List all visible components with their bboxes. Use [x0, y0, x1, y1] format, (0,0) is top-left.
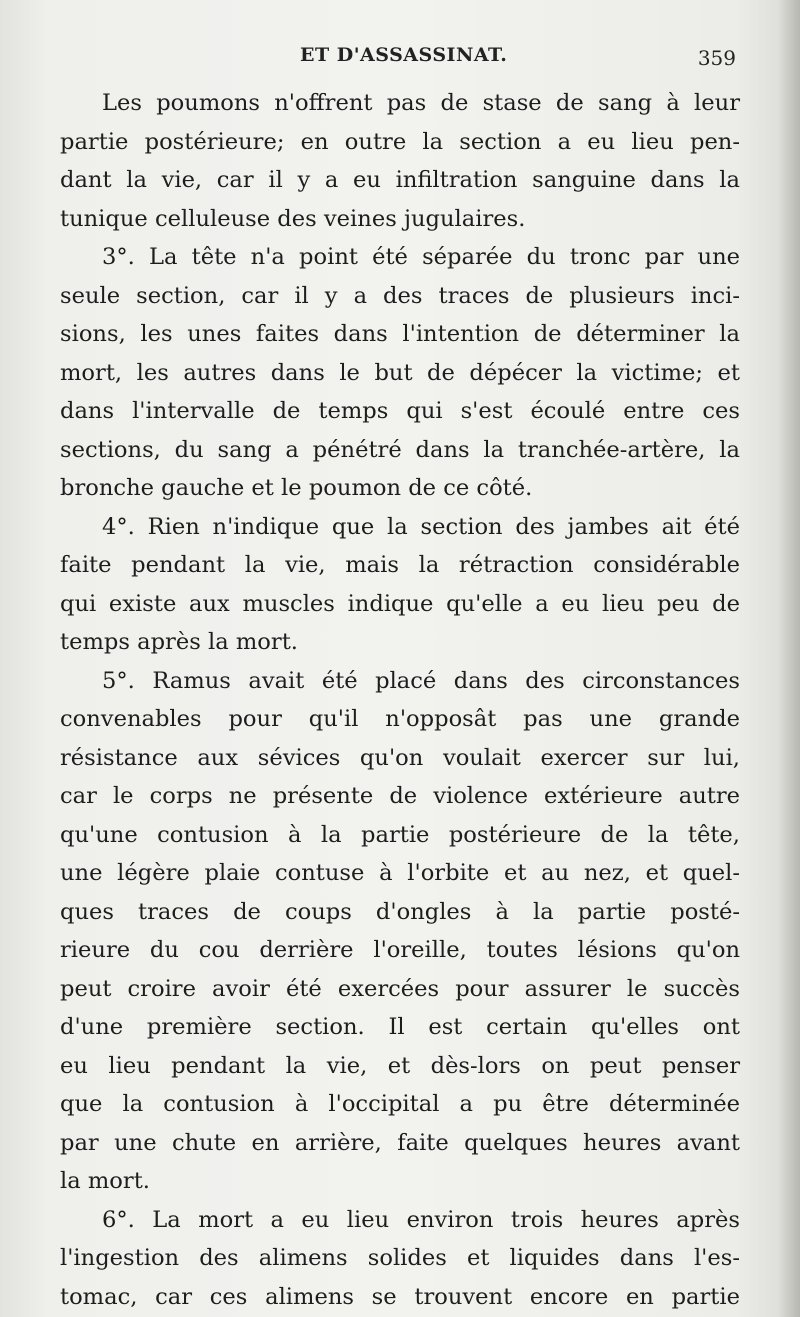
text-line: Les poumons n'offrent pas de stase de sang à leur	[102, 90, 740, 116]
text-line: partie postérieure; en outre la section a eu lieu pen-	[60, 128, 740, 155]
text-line: sections, du sang a pénétré dans la tranchée-artère, la	[60, 436, 740, 463]
text-line: 6°. La mort a eu lieu environ trois heures après	[102, 1206, 740, 1233]
text-line: la mort.	[60, 1168, 150, 1194]
text-line: qu'une contusion à la partie postérieure de la tête,	[60, 821, 740, 848]
text-line: bronche gauche et le poumon de ce côté.	[60, 475, 533, 501]
text-line: dant la vie, car il y a eu infiltration sanguine dans la	[60, 167, 740, 193]
text-line: dans l'intervalle de temps qui s'est écoulé entre ces	[60, 398, 740, 424]
page-number: 359	[697, 46, 736, 70]
text-line: 5°. Ramus avait été placé dans des circonstances	[102, 667, 740, 694]
running-title: ET D'ASSASSINAT.	[300, 44, 508, 66]
text-line: l'ingestion des alimens solides et liquides dans l'es-	[60, 1245, 740, 1271]
text-line: ques traces de coups d'ongles à la partie posté-	[60, 898, 740, 925]
text-line: mort, les autres dans le but de dépécer la victime; et	[60, 359, 740, 386]
text-line: résistance aux sévices qu'on voulait exercer sur lui,	[60, 744, 740, 771]
text-line: car le corps ne présente de violence extérieure autre	[60, 783, 740, 809]
text-line: par une chute en arrière, faite quelques heures avant	[60, 1129, 740, 1156]
page-edge-shadow	[778, 0, 800, 1317]
text-line: convenables pour qu'il n'opposât pas une grande	[60, 706, 740, 732]
text-line: faite pendant la vie, mais la rétraction considérable	[60, 552, 740, 578]
text-line: qui existe aux muscles indique qu'elle a eu lieu peu de	[60, 590, 740, 617]
page-header	[0, 44, 800, 80]
text-line: une légère plaie contuse à l'orbite et au nez, et quel-	[60, 860, 740, 886]
text-line: temps après la mort.	[60, 629, 298, 655]
text-line: eu lieu pendant la vie, et dès-lors on peut penser	[60, 1052, 740, 1079]
text-line: que la contusion à l'occipital a pu être déterminée	[60, 1091, 740, 1117]
body-text	[60, 84, 740, 1316]
text-line: 4°. Rien n'indique que la section des jambes ait été	[102, 513, 740, 540]
text-line: seule section, car il y a des traces de plusieurs inci-	[60, 282, 740, 309]
text-line: sions, les unes faites dans l'intention de déterminer la	[60, 321, 740, 347]
text-line: 3°. La tête n'a point été séparée du tronc par une	[102, 244, 740, 270]
text-line: d'une première section. Il est certain qu'elles ont	[60, 1014, 740, 1040]
text-line: tomac, car ces alimens se trouvent encore en partie	[60, 1283, 740, 1310]
text-line: rieure du cou derrière l'oreille, toutes lésions qu'on	[60, 937, 740, 963]
text-line: peut croire avoir été exercées pour assurer le succès	[60, 975, 740, 1002]
text-line: tunique celluleuse des veines jugulaires.	[60, 205, 526, 232]
